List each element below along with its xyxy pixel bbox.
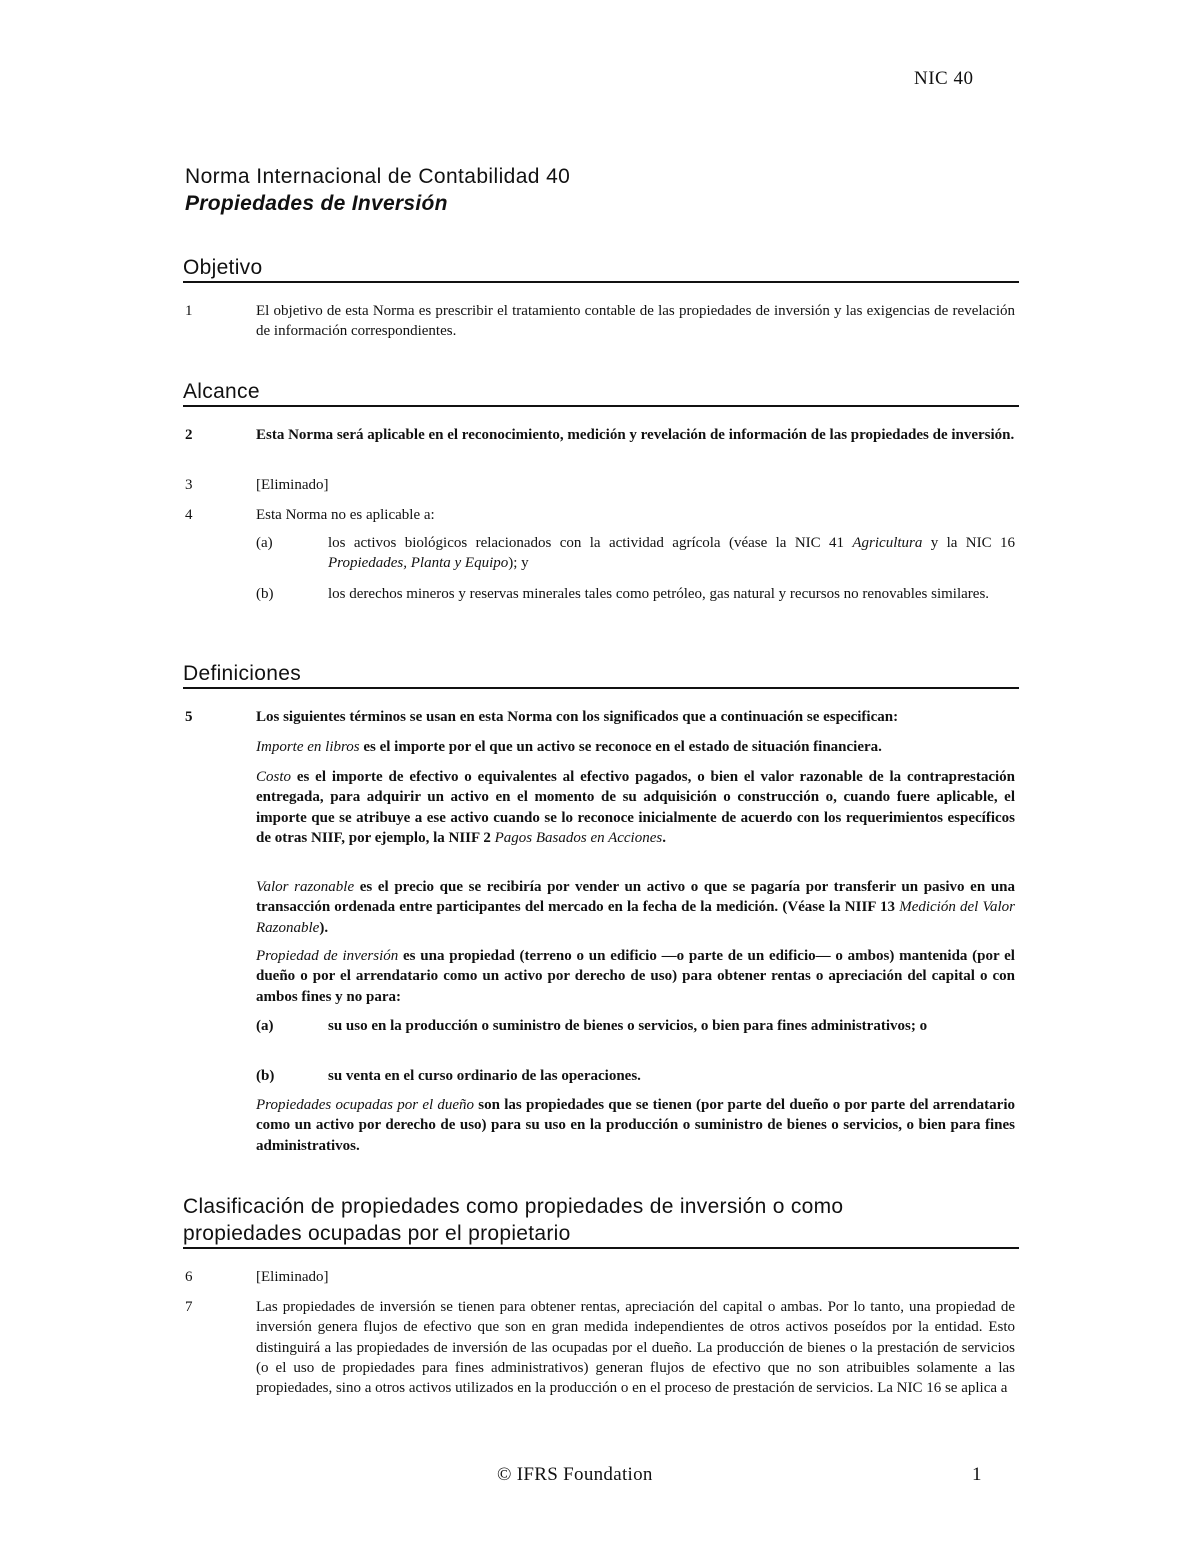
list-text: los derechos mineros y reservas minerales tales como petróleo, gas natural y recursos no renovables similares.: [328, 586, 990, 602]
document-title: Norma Internacional de Contabilidad 40: [185, 165, 571, 188]
paragraph-number: 6: [185, 1269, 193, 1285]
list-label: (b): [256, 586, 274, 602]
paragraph-2: [185, 425, 1015, 445]
paragraph-4: [185, 505, 1015, 525]
paragraph-1: [185, 301, 1015, 342]
defined-term: Costo: [256, 769, 292, 785]
paragraph-text: Esta Norma será aplicable en el reconocimiento, medición y revelación de información de las propiedades de inversión.: [256, 427, 1015, 443]
paragraph-text: Los siguientes términos se usan en esta Norma con los significados que a continuación se especifican:: [256, 709, 899, 725]
defined-term: Importe en libros: [256, 739, 360, 755]
defined-term: Propiedad de inversión: [256, 948, 399, 964]
list-text: su venta en el curso ordinario de las operaciones.: [328, 1068, 641, 1084]
list-label: (b): [256, 1068, 275, 1084]
paragraph-3: [185, 475, 1015, 495]
paragraph-5: [185, 707, 1015, 727]
list-item-5b: [256, 1066, 1015, 1086]
paragraph-number: 5: [185, 709, 193, 725]
list-item-4a: [256, 533, 1015, 574]
paragraph-number: 4: [185, 507, 193, 523]
section-heading-definiciones: Definiciones: [183, 660, 1019, 689]
section-heading-alcance: Alcance: [183, 378, 1019, 407]
list-item-5a: [256, 1016, 1015, 1036]
list-text: los activos biológicos relacionados con la actividad agrícola (véase la NIC 41 Agricultura y la NIC 16 Propiedades, Planta y Equipo); y: [328, 535, 1015, 572]
page-number: 1: [972, 1464, 982, 1485]
paragraph-text: Las propiedades de inversión se tienen para obtener rentas, apreciación del capital o ambas. Por lo tanto, una propiedad de inversión genera flujos de efectivo que son en gran medida independientes de otros activos poseídos por la entidad. Esto distinguirá a las propiedades de inversión de las ocupadas por el dueño. La producción de bienes o la prestación de servicios (o el uso de propiedades para fines administrativos) generan flujos de efectivo que no son atribuibles solamente a las propiedades, sino a otros activos utilizados en la producción o en el proceso de prestación de servicios. La NIC 16 se aplica a: [256, 1299, 1015, 1397]
section-heading-clasificacion: Clasificación de propiedades como propiedades de inversión o como propiedades ocupadas por el propietario: [183, 1193, 1019, 1249]
list-item-4b: [256, 584, 1015, 604]
definition-costo: Costo es el importe de efectivo o equivalentes al efectivo pagados, o bien el valor razonable de la contraprestación entregada, para adquirir un activo en el momento de su adquisición o construcción o, cuando fuere aplicable, el importe que se atribuye a ese activo cuando se lo reconoce inicialmente de acuerdo con los requerimientos específicos de otras NIIF, por ejemplo, la NIIF 2 Pagos Basados en Acciones.: [256, 769, 1015, 846]
paragraph-number: 7: [185, 1299, 193, 1315]
paragraph-text: [Eliminado]: [256, 477, 329, 493]
list-label: (a): [256, 1018, 274, 1034]
defined-term: Valor razonable: [256, 879, 355, 895]
list-text: su uso en la producción o suministro de bienes o servicios, o bien para fines administrativos; o: [328, 1018, 928, 1034]
paragraph-text: [Eliminado]: [256, 1269, 329, 1285]
definition-importe-en-libros: Importe en libros es el importe por el que un activo se reconoce en el estado de situación financiera.: [256, 739, 882, 755]
paragraph-number: 1: [185, 303, 193, 319]
footer-copyright: © IFRS Foundation: [497, 1464, 653, 1485]
definition-propiedad-de-inversion: Propiedad de inversión es una propiedad (terreno o un edificio —o parte de un edificio— o ambos) mantenida (por el dueño o por el arrendatario como un activo por derecho de uso) para obtener rentas o apreciación del capital o con ambos fines y no para:: [256, 948, 1015, 1005]
definition-propiedades-ocupadas: Propiedades ocupadas por el dueño son las propiedades que se tienen (por parte del dueño o por parte del arrendatario como un activo por derecho de uso) para su uso en la producción o suministro de bienes o servicios, o bien para fines administrativos.: [256, 1097, 1015, 1154]
paragraph-number: 3: [185, 477, 193, 493]
paragraph-text: Esta Norma no es aplicable a:: [256, 507, 435, 523]
document-code: NIC 40: [914, 68, 974, 89]
paragraph-6: [185, 1267, 1015, 1287]
document-subtitle: Propiedades de Inversión: [185, 192, 448, 215]
title-block: [185, 163, 1018, 217]
paragraph-7: [185, 1297, 1015, 1398]
defined-term: Propiedades ocupadas por el dueño: [256, 1097, 475, 1113]
definition-valor-razonable: Valor razonable es el precio que se recibiría por vender un activo o que se pagaría por transferir un pasivo en una transacción ordenada entre participantes del mercado en la fecha de la medición. (Véase la NIIF 13 Medición del Valor Razonable).: [256, 879, 1015, 936]
paragraph-number: 2: [185, 427, 193, 443]
list-label: (a): [256, 535, 273, 551]
paragraph-text: El objetivo de esta Norma es prescribir el tratamiento contable de las propiedades de inversión y las exigencias de revelación de información correspondientes.: [256, 303, 1015, 340]
section-heading-objetivo: Objetivo: [183, 254, 1019, 283]
